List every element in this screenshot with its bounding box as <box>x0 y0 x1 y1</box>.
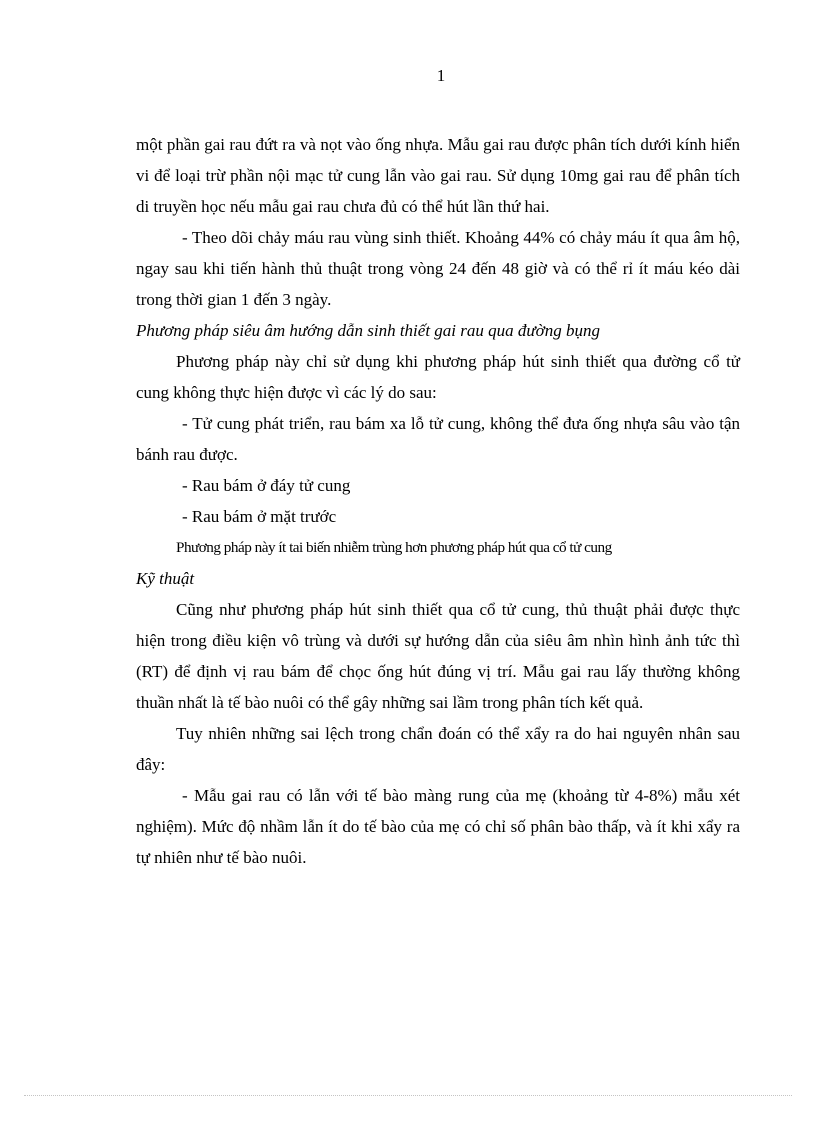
page-number: 1 <box>436 66 446 85</box>
document-body <box>136 129 740 873</box>
paragraph-technique-description: Cũng như phương pháp hút sinh thiết qua cổ tử cung, thủ thuật phải được thực hiện trong điều kiện vô trùng và dưới sự hướng dẫn của siêu âm nhìn hình ảnh tức thì (RT) để định vị rau bám để chọc ống hút đúng vị trí. Mẫu gai rau lấy thường không thuần nhất là tế bào nuôi có thể gây những sai lầm trong phân tích kết quả. <box>136 600 740 712</box>
section-heading-abdominal-method: Phương pháp siêu âm hướng dẫn sinh thiết gai rau qua đường bụng <box>136 321 600 340</box>
paragraph-method-usage: Phương pháp này chỉ sử dụng khi phương pháp hút sinh thiết qua đường cổ tử cung không thực hiện được vì các lý do sau: <box>136 352 740 402</box>
section-heading-technique: Kỹ thuật <box>136 569 195 588</box>
page-bottom-divider <box>24 1095 792 1096</box>
paragraph-bleeding-monitoring: - Theo dõi chảy máu rau vùng sinh thiết. Khoảng 44% có chảy máu ít qua âm hộ, ngay sau khi tiến hành thủ thuật trong vòng 24 đến 48 giờ và có thể rỉ ít máu kéo dài trong thời gian 1 đến 3 ngày. <box>136 228 740 309</box>
paragraph-diagnostic-errors: Tuy nhiên những sai lệch trong chẩn đoán có thể xẩy ra do hai nguyên nhân sau đây: <box>136 724 740 774</box>
list-item-uterus-development: - Tử cung phát triển, rau bám xa lỗ tử cung, không thể đưa ống nhựa sâu vào tận bánh rau được. <box>136 414 740 464</box>
list-item-anterior-placenta: - Rau bám ở mặt trước <box>182 507 337 526</box>
list-item-fundus-placenta: - Rau bám ở đáy tử cung <box>182 476 351 495</box>
paragraph-infection-note: Phương pháp này ít tai biến nhiễm trùng hơn phương pháp hút qua cổ tử cung <box>176 539 612 556</box>
paragraph-biopsy-sample: một phần gai rau đứt ra và nọt vào ống nhựa. Mẫu gai rau được phân tích dưới kính hiển vi để loại trừ phần nội mạc tử cung lẫn vào gai rau. Sử dụng 10mg gai rau để phân tích di truyền học nếu mẫu gai rau chưa đủ có thể hút lần thứ hai. <box>136 135 740 216</box>
list-item-maternal-contamination: - Mẫu gai rau có lẫn với tế bào màng rung của mẹ (khoảng từ 4-8%) mẫu xét nghiệm). Mức độ nhầm lẫn ít do tế bào của mẹ có chỉ số phân bào thấp, và ít khi xẩy ra tự nhiên như tế bào nuôi. <box>136 786 740 867</box>
